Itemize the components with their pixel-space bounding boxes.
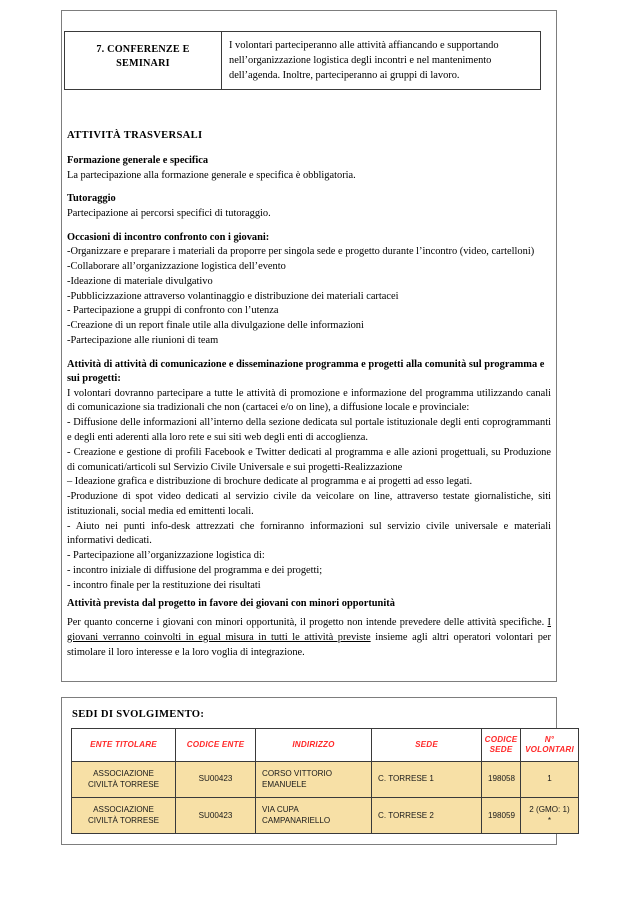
spacer bbox=[67, 222, 551, 231]
text-minori-part1: Per quanto concerne i giovani con minori opportunità, il progetto non intende prevedere delle attività specifiche. bbox=[67, 616, 548, 628]
sedi-svolgimento-box bbox=[61, 697, 574, 845]
column-header-ente-titolare: ENTE TITOLARE bbox=[72, 729, 176, 762]
table-row bbox=[72, 798, 579, 834]
cell-codice-ente: SU00423 bbox=[176, 798, 256, 834]
spacer bbox=[67, 183, 551, 192]
text-formazione: La partecipazione alla formazione generale e specifica è obbligatoria. bbox=[67, 169, 356, 181]
list-item: -Pubblicizzazione attraverso volantinaggio e distribuzione dei materiali cartacei bbox=[67, 290, 399, 302]
list-item: -Creazione di un report finale utile alla divulgazione delle informazioni bbox=[67, 320, 364, 332]
list-item: -Ideazione di materiale divulgativo bbox=[67, 275, 213, 287]
cell-codice-sede: 198059 bbox=[482, 798, 521, 834]
text-tutoraggio: Partecipazione ai percorsi specifici di tutoraggio. bbox=[67, 207, 271, 219]
text-comunicazione-intro: I volontari dovranno partecipare a tutte le attività di promozione e informazione del programma utilizzando canali di comunicazione sia tradizionali che non (cartacei e/o on line), a diffusione locale e provinciale: bbox=[67, 387, 551, 414]
spacer bbox=[67, 349, 551, 358]
sedi-title: SEDI DI SVOLGIMENTO: bbox=[72, 709, 205, 720]
sedi-table bbox=[71, 728, 579, 834]
list-item: - Partecipazione a gruppi di confronto con l’utenza bbox=[67, 305, 279, 317]
cell-sede: C. TORRESE 1 bbox=[372, 762, 482, 798]
text-comunicazione-p5: - Aiuto nei punti info-desk attrezzati che forniranno informazioni sul servizio civile universale e materiali informativi dedicati. bbox=[67, 520, 551, 547]
cell-indirizzo: CORSO VITTORIO EMANUELE bbox=[256, 762, 372, 798]
table-row bbox=[72, 762, 579, 798]
body-content bbox=[67, 130, 551, 660]
column-header-indirizzo: INDIRIZZO bbox=[256, 729, 372, 762]
heading-minori-opportunita: Attività prevista dal progetto in favore dei giovani con minori opportunità bbox=[67, 598, 395, 610]
column-header-sede: SEDE bbox=[372, 729, 482, 762]
cell-codice-ente: SU00423 bbox=[176, 762, 256, 798]
column-header-codice-ente: CODICE ENTE bbox=[176, 729, 256, 762]
list-item: -Organizzare e preparare i materiali da proporre per singola sede e progetto durante l’incontro (video, cartelloni) bbox=[67, 246, 535, 258]
heading-occasioni: Occasioni di incontro confronto con i giovani: bbox=[67, 231, 270, 243]
page-title: ATTIVITÀ TRASVERSALI bbox=[67, 130, 203, 141]
column-header-codice-sede: CODICE SEDE bbox=[482, 729, 521, 762]
table-header-row bbox=[72, 729, 579, 762]
text-comunicazione-p2: - Creazione e gestione di profili Facebook e Twitter dedicati al programma e alle azioni progettuali, su Produzione di comunicati/articoli sul Servizio Civile Universale e sui progetti-Realizzazione bbox=[67, 446, 551, 473]
heading-formazione: Formazione generale e specifica bbox=[67, 155, 209, 166]
column-header-n-volontari: N° VOLONTARI bbox=[521, 729, 579, 762]
activity-description-cell: I volontari parteciperanno alle attività affiancando e supportando nell’organizzazione logistica degli incontri e nel mantenimento dell’agenda. Inoltre, parteciperanno ai gruppi di lavoro. bbox=[222, 32, 541, 90]
cell-n-volontari: 1 bbox=[521, 762, 579, 798]
heading-tutoraggio: Tutoraggio bbox=[67, 193, 116, 205]
occasioni-list bbox=[67, 245, 551, 348]
text-comunicazione-p3: – Ideazione grafica e distribuzione di brochure dedicate al programma e ai progetti ad esso legati. bbox=[67, 476, 473, 488]
text-minori-underlined: I giovani verranno coinvolti in egual misura in tutti le attività previste bbox=[67, 616, 551, 643]
list-item: -Collaborare all’organizzazione logistica dell’evento bbox=[67, 260, 286, 272]
text-comunicazione-p1: - Diffusione delle informazioni all’interno della sezione dedicata sul portale istituzionale degli enti coprogrammanti e degli enti aderenti alla loro rete e sui siti web degli enti di accoglienza. bbox=[67, 417, 551, 443]
text-comunicazione-p8: - incontro finale per la restituzione dei risultati bbox=[67, 579, 261, 591]
activity-table bbox=[64, 31, 541, 90]
heading-comunicazione: Attività di attività di comunicazione e disseminazione programma e progetti alla comunità sul programma e sui progetti: bbox=[67, 358, 545, 385]
text-comunicazione-p6: - Partecipazione all’organizzazione logistica di: bbox=[67, 550, 265, 562]
cell-codice-sede: 198058 bbox=[482, 762, 521, 798]
text-minori-opportunita bbox=[67, 616, 551, 660]
cell-n-volontari: 2 (GMO: 1) * bbox=[521, 798, 579, 834]
cell-indirizzo: VIA CUPA CAMPANARIELLO bbox=[256, 798, 372, 834]
cell-ente-titolare: ASSOCIAZIONE CIVILTÀ TORRESE bbox=[72, 762, 176, 798]
table-row bbox=[65, 32, 541, 90]
list-item: -Partecipazione alle riunioni di team bbox=[67, 334, 219, 346]
text-comunicazione-p4: -Produzione di spot video dedicati al servizio civile da veicolare on line, attraverso testate giornalistiche, siti istituzionali, social media ed emittenti locali. bbox=[67, 491, 551, 517]
text-minori-part2: insieme agli altri operatori volontari per stimolare il loro interesse e la loro voglia di integrazione. bbox=[67, 631, 551, 658]
cell-ente-titolare: ASSOCIAZIONE CIVILTÀ TORRESE bbox=[72, 798, 176, 834]
text-comunicazione-p7: - incontro iniziale di diffusione del programma e dei progetti; bbox=[67, 564, 323, 576]
activity-name-cell: 7. CONFERENZE E SEMINARI bbox=[65, 32, 222, 90]
cell-sede: C. TORRESE 2 bbox=[372, 798, 482, 834]
